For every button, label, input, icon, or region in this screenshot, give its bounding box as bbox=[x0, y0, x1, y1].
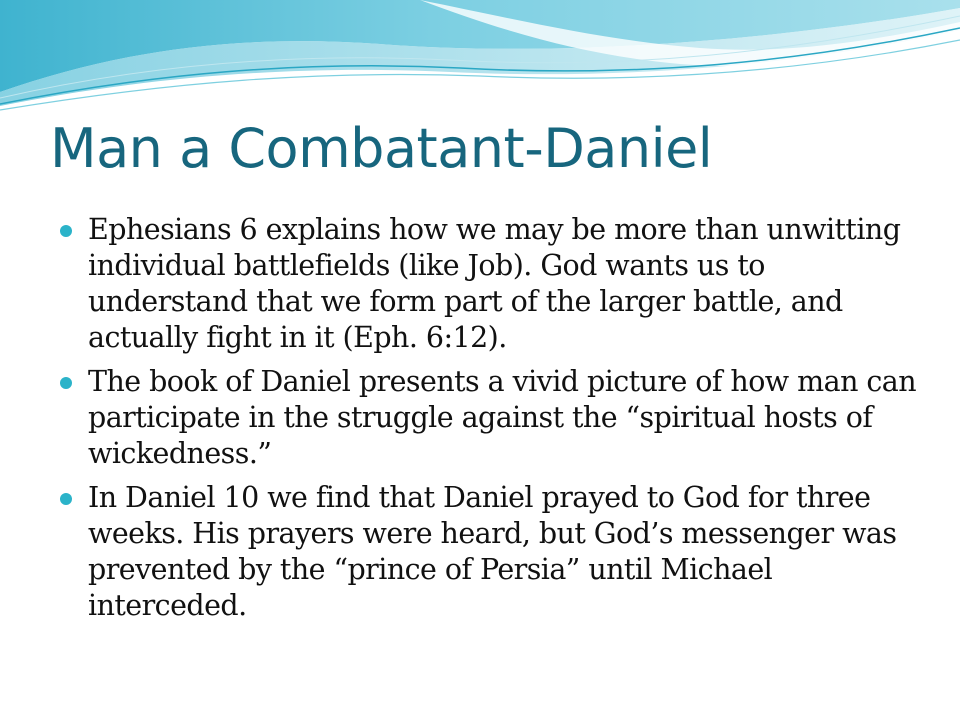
bullet-item bbox=[60, 364, 920, 472]
bullet-text: In Daniel 10 we find that Daniel prayed to God for three weeks. His prayers were heard, but God’s messenger was prevented by the “prince of Persia” until Michael interceded. bbox=[88, 481, 897, 622]
bullet-text: Ephesians 6 explains how we may be more than unwitting individual battlefields (like Job). God wants us to understand that we form part of the larger battle, and actually fight in it (Eph. 6:12). bbox=[88, 213, 901, 354]
bullet-list bbox=[60, 212, 920, 632]
bullet-dot-icon bbox=[60, 377, 72, 389]
bullet-dot-icon bbox=[60, 225, 72, 237]
bullet-text: The book of Daniel presents a vivid picture of how man can participate in the struggle against the “spiritual hosts of wickedness.” bbox=[88, 365, 917, 470]
bullet-item bbox=[60, 212, 920, 356]
slide-title: Man a Combatant-Daniel bbox=[50, 117, 713, 180]
decorative-wave-banner bbox=[0, 0, 960, 120]
bullet-dot-icon bbox=[60, 493, 72, 505]
bullet-item bbox=[60, 480, 920, 624]
